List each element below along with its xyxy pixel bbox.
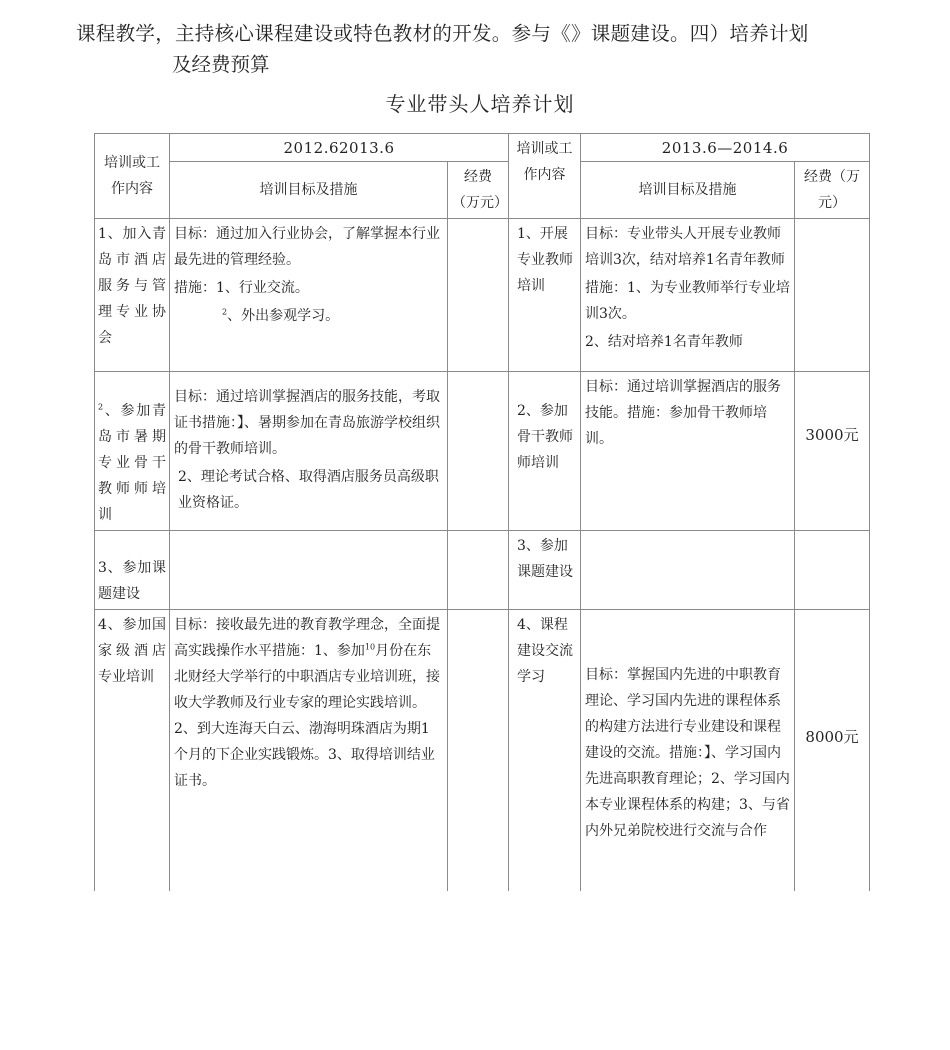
row1-budget-left (448, 219, 509, 372)
row1-measures-left: 目标：通过加入行业协会，了解掌握本行业最先进的管理经验。 措施：1、行业交流。 $^2$、外出参观学习。 (170, 219, 448, 372)
row4-measures-left: 目标：接收最先进的教育教学理念，全面提高实践操作水平措施：1、参加$^{10}$月份在东北财经大学举行的中职酒店专业培训班，接收大学教师及行业专家的理论实践培训。2、到大连海天白云、渤海明珠酒店为期1个月的下企业实践锻炼。3、取得培训结业证书。 (170, 610, 448, 891)
table-row (95, 610, 870, 891)
header-measures-right: 培训目标及措施 (581, 162, 795, 219)
row2-measures-left: 目标：通过培训掌握酒店的服务技能，考取证书措施：】、暑期参加在青岛旅游学校组织的骨干教师培训。 2、理论考试合格、取得酒店服务员高级职业资格证。 (170, 372, 448, 531)
row3-item-left: 3、参加课题建设 (95, 531, 170, 610)
header-measures-left: 培训目标及措施 (170, 162, 448, 219)
row4-budget-left (448, 610, 509, 891)
table-row (95, 219, 870, 372)
header-budget-left: 经费（万元） (448, 162, 509, 219)
row1-budget-right (795, 219, 870, 372)
training-plan-table (94, 133, 870, 891)
row2-budget-right: 3000元 (795, 372, 870, 531)
row3-measures-right (581, 531, 795, 610)
table-header-row (95, 134, 870, 162)
header-content-left: 培训或工作内容 (95, 134, 170, 219)
row4-item-right: 4、课程建设交流学习 (509, 610, 581, 891)
row3-budget-left (448, 531, 509, 610)
row2-item-left: $^2$、参加青岛市暑期专业骨干教师师培训 (95, 372, 170, 531)
row1-item-right: 1、开展专业教师培训 (509, 219, 581, 372)
header-period-right: 2013.6—2014.6 (581, 134, 870, 162)
row2-budget-left (448, 372, 509, 531)
table-subheader-row (95, 162, 870, 219)
table-row (95, 531, 870, 610)
intro-text-line2: 及经费预算 (172, 53, 270, 76)
intro-text-line1: 课程教学，主持核心课程建设或特色教材的开发。参与《》课题建设。四）培养计划 (76, 22, 809, 45)
header-content-right: 培训或工作内容 (509, 134, 581, 219)
row3-budget-right (795, 531, 870, 610)
row4-measures-right: 目标：掌握国内先进的中职教育理论、学习国内先进的课程体系的构建方法进行专业建设和课程建设的交流。措施：】、学习国内先进高职教育理论；2、学习国内本专业课程体系的构建；3、与省内外兄弟院校进行交流与合作 (581, 610, 795, 891)
row3-item-right: 3、参加课题建设 (509, 531, 581, 610)
row2-measures-right: 目标：通过培训掌握酒店的服务技能。措施：参加骨干教师培训。 (581, 372, 795, 531)
row2-item-right: 2、参加骨干教师师培训 (509, 372, 581, 531)
row4-item-left: 4、参加国家级酒店专业培训 (95, 610, 170, 891)
row1-item-left: 1、加入青岛市酒店服务与管理专业协会 (95, 219, 170, 372)
row4-budget-right: 8000元 (795, 610, 870, 891)
table-row (95, 372, 870, 531)
header-period-left: 2012.62013.6 (170, 134, 509, 162)
document-title: 专业带头人培养计划 (385, 92, 575, 116)
header-budget-right: 经费（万元） (795, 162, 870, 219)
row3-measures-left (170, 531, 448, 610)
row1-measures-right: 目标：专业带头人开展专业教师培训3次，结对培养1名青年教师 措施：1、为专业教师举行专业培训3次。 2、结对培养1名青年教师 (581, 219, 795, 372)
